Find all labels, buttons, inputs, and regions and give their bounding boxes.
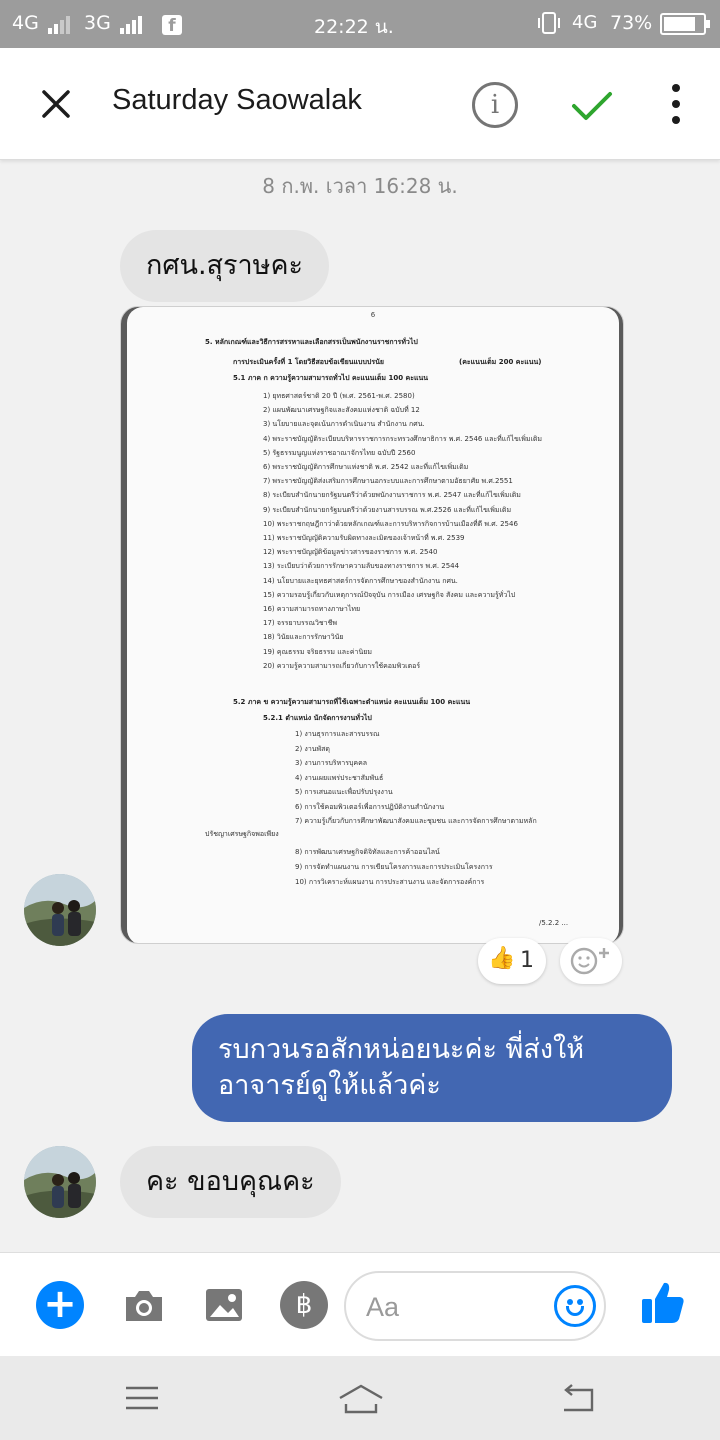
clock: 22:22 น. [314, 16, 394, 38]
document-list-item: 9) การจัดทำแผนงาน การเขียนโครงการและการประเมินโครงการ [295, 863, 493, 871]
document-list-item: 14) นโยบายและยุทธศาสตร์การจัดการศึกษาของสำนักงาน กศน. [263, 576, 458, 585]
reaction-badge[interactable] [478, 938, 546, 984]
signal-icon [120, 12, 144, 34]
document-list-item: 6) การใช้คอมพิวเตอร์เพื่อการปฏิบัติงานสำนักงาน [295, 802, 445, 811]
document-list-item: 11) พระราชบัญญัติความรับผิดทางละเมิดของเจ้าหน้าที่ พ.ศ. 2539 [263, 534, 465, 542]
network-mid-label: 3G [84, 12, 111, 34]
avatar[interactable] [24, 1146, 96, 1218]
battery-icon [660, 13, 706, 35]
document-list-item: 3) นโยบายและจุดเน้นการดำเนินงาน สำนักงาน กศน. [263, 420, 425, 429]
like-icon[interactable] [640, 1279, 688, 1327]
document-list-item: 17) จรรยาบรรณวิชาชีพ [263, 619, 337, 628]
document-text-line: ปรัชญาเศรษฐกิจพอเพียง [205, 830, 279, 838]
document-page [127, 307, 619, 944]
plus-icon[interactable]: + [36, 1281, 84, 1329]
more-vertical-icon[interactable] [664, 84, 688, 126]
document-list-item: 10) การวิเคราะห์แผนงาน การประสานงาน และจัดการองค์การ [295, 878, 485, 886]
info-icon[interactable]: i [472, 82, 518, 128]
document-list-item: 15) ความรอบรู้เกี่ยวกับเหตุการณ์ปัจจุบัน การเมือง เศรษฐกิจ สังคม และความรู้ทั่วไป [263, 590, 516, 599]
network-right: 4G [572, 12, 598, 33]
document-list-item: 2) แผนพัฒนาเศรษฐกิจและสังคมแห่งชาติ ฉบับที่ 12 [263, 406, 420, 415]
document-list-item: 1) งานธุรการและสารบรรณ [295, 730, 380, 738]
battery-percent: 73% [610, 12, 653, 34]
document-section-b: 5.2 ภาค ข ความรู้ความสามารถที่ใช้เฉพาะตำแหน่ง คะแนนเต็ม 100 คะแนน [233, 698, 471, 706]
document-list-item: 16) ความสามารถทางภาษาไทย [263, 605, 361, 613]
back-icon[interactable] [558, 1382, 598, 1414]
facebook-icon: f [162, 13, 182, 35]
document-list-item: 6) พระราชบัญญัติการศึกษาแห่งชาติ พ.ศ. 2542 และที่แก้ไขเพิ่มเติม [263, 463, 469, 471]
chat-header [0, 48, 720, 160]
document-section-a: 5.1 ภาค ก ความรู้ความสามารถทั่วไป คะแนนเต็ม 100 คะแนน [233, 374, 429, 382]
baht-icon[interactable]: ฿ [280, 1281, 328, 1329]
document-list-item: 12) พระราชบัญญัติข้อมูลข่าวสารของราชการ พ.ศ. 2540 [263, 548, 438, 557]
document-continued: /5.2.2 ... [539, 919, 569, 927]
document-heading: 5. หลักเกณฑ์และวิธีการสรรหาและเลือกสรรเป็นพนักงานราชการทั่วไป [205, 338, 418, 346]
document-photo-message[interactable] [120, 306, 624, 944]
message-timestamp: 8 ก.พ. เวลา 16:28 น. [262, 174, 458, 198]
add-reaction-icon[interactable] [560, 938, 622, 984]
document-list-item: 2) งานพัสดุ [295, 744, 330, 753]
vibrate-icon [536, 11, 562, 40]
document-list-item: 8) การพัฒนาเศรษฐกิจดิจิทัลและการค้าออนไลน์ [295, 848, 440, 856]
document-list-item: 1) ยุทธศาสตร์ชาติ 20 ปี (พ.ศ. 2561-พ.ศ. 2580) [263, 392, 415, 400]
network-mid [84, 12, 144, 34]
document-page-number: 6 [370, 311, 376, 319]
document-section-b-sub: 5.2.1 ตำแหน่ง นักจัดการงานทั่วไป [263, 714, 372, 722]
document-list-item: 7) พระราชบัญญัติส่งเสริมการศึกษานอกระบบและการศึกษาตามอัธยาศัย พ.ศ.2551 [263, 477, 513, 486]
image-icon[interactable] [200, 1281, 248, 1329]
contact-name[interactable]: Saturday Saowalak [112, 84, 362, 116]
document-list-item: 3) งานการบริหารบุคคล [295, 759, 368, 767]
document-list-item: 10) พระราชกฤษฎีกาว่าด้วยหลักเกณฑ์และการบริหารกิจการบ้านเมืองที่ดี พ.ศ. 2546 [263, 519, 518, 528]
document-assessment: การประเมินครั้งที่ 1 โดยวิธีสอบข้อเขียนแบบปรนัย [233, 358, 384, 366]
message-input[interactable] [366, 1287, 546, 1327]
status-bar [0, 0, 720, 48]
document-list-item: 7) ความรู้เกี่ยวกับการศึกษาพัฒนาสังคมและชุมชน และการจัดการศึกษาตามหลัก [295, 817, 537, 825]
document-assessment-score: (คะแนนเต็ม 200 คะแนน) [459, 358, 542, 366]
menu-icon[interactable] [122, 1382, 162, 1414]
incoming-message[interactable]: คะ ขอบคุณคะ [120, 1146, 341, 1218]
document-list-item: 9) ระเบียบสำนักนายกรัฐมนตรีว่าด้วยงานสารบรรณ พ.ศ.2526 และที่แก้ไขเพิ่มเติม [263, 505, 512, 514]
signal-icon [48, 12, 72, 34]
message-composer [0, 1252, 720, 1356]
emoji-icon[interactable] [554, 1285, 596, 1327]
home-icon[interactable] [336, 1382, 386, 1414]
message-input-field[interactable] [344, 1271, 606, 1341]
avatar[interactable] [24, 874, 96, 946]
document-list-item: 4) งานเผยแพร่ประชาสัมพันธ์ [295, 773, 384, 782]
document-list-item: 4) พระราชบัญญัติระเบียบบริหารราชการกระทรวงศึกษาธิการ พ.ศ. 2546 และที่แก้ไขเพิ่มเติม [263, 434, 542, 443]
document-list-item: 18) วินัยและการรักษาวินัย [263, 633, 344, 642]
document-list-item: 5) การเสนอแนะเพื่อปรับปรุงงาน [295, 788, 393, 796]
document-list-item: 19) คุณธรรม จริยธรรม และค่านิยม [263, 647, 372, 656]
document-list-item: 13) ระเบียบว่าด้วยการรักษาความลับของทางราชการ พ.ศ. 2544 [263, 562, 460, 571]
thumbs-up-emoji: 👍 [488, 946, 516, 971]
camera-icon[interactable] [120, 1281, 168, 1329]
reaction-count: 1 [520, 948, 534, 973]
close-icon[interactable] [32, 80, 80, 128]
document-list-item: 20) ความรู้ความสามารถเกี่ยวกับการใช้คอมพิวเตอร์ [263, 661, 421, 670]
system-nav-bar [0, 1356, 720, 1440]
document-list-item: 5) รัฐธรรมนูญแห่งราชอาณาจักรไทย ฉบับปี 2560 [263, 448, 416, 457]
document-list-item: 8) ระเบียบสำนักนายกรัฐมนตรีว่าด้วยพนักงานราชการ พ.ศ. 2547 และที่แก้ไขเพิ่มเติม [263, 491, 521, 500]
network-left [12, 12, 72, 34]
check-icon[interactable] [568, 82, 616, 130]
incoming-message[interactable]: กศน.สุราษคะ [120, 230, 329, 302]
network-left-label: 4G [12, 12, 39, 34]
outgoing-message[interactable]: รบกวนรอสักหน่อยนะค่ะ พี่ส่งให้อาจารย์ดูให้แล้วค่ะ [192, 1014, 672, 1122]
